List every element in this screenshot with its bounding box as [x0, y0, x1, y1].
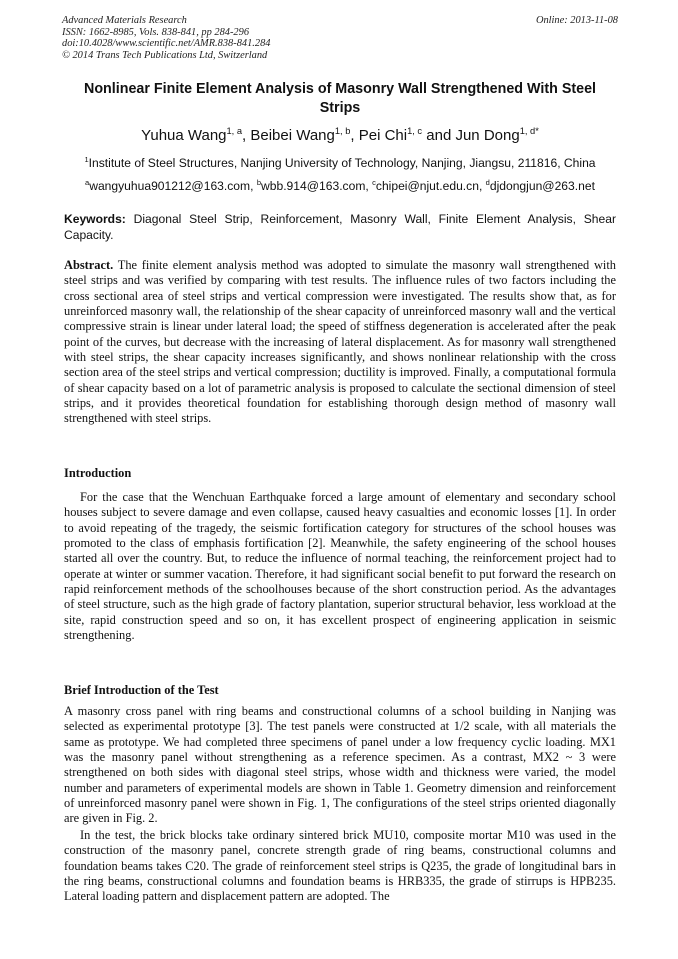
author-separator: , [350, 127, 359, 144]
affiliation-mark: 1 [84, 154, 89, 164]
author-name: Pei Chi [358, 127, 408, 144]
journal-name: Advanced Materials Research [62, 15, 187, 26]
abstract-section [64, 258, 616, 427]
paper-title: Nonlinear Finite Element Analysis of Masonry Wall Strengthened With Steel Strips [84, 81, 596, 116]
affiliation-text: Institute of Steel Structures, Nanjing University of Technology, Nanjing, Jiangsu, 211816, China [88, 156, 596, 170]
email-link[interactable]: djdongjun@263.net [489, 179, 595, 193]
email-mark: b [256, 177, 262, 187]
email-link[interactable]: wbb.914@163.com [261, 179, 366, 193]
introduction-section [64, 490, 616, 643]
keywords-section [64, 212, 616, 243]
email-mark: d [485, 177, 490, 187]
keywords-text: Diagonal Steel Strip, Reinforcement, Masonry Wall, Finite Element Analysis, Shear Capacity. [64, 212, 616, 242]
author-affil-mark: 1, d* [519, 126, 539, 136]
test-section-continued [64, 828, 616, 905]
journal-header [62, 15, 618, 61]
test-section [64, 704, 616, 827]
email-mark: a [85, 177, 90, 187]
test-heading: Brief Introduction of the Test [64, 683, 219, 697]
email-separator: , [250, 179, 257, 193]
email-list [62, 178, 618, 194]
author-affil-mark: 1, a [226, 126, 243, 136]
email-mark: c [372, 177, 376, 187]
introduction-paragraph: For the case that the Wenchuan Earthquake forced a large amount of elementary and secondary school houses subject to severe damage and even collapse, caused heavy casualties and economic losses [1]. In order to avoid repeating of the tragedy, the seismic fortification category for structures of the school houses was promoted to the class of emphasis fortification [2]. Meanwhile, the safety engineering of the school houses started all over the country. But, to reduce the influence of normal teaching, the reinforcement project had to operate at winter or summer vacation. Therefore, it had significant social benefit to put forward the research on rapid reinforcement methods of the schoolhouses because of the short construction period. As the advantages of steel structure, such as the high grade of factory plantation, superior structural behavior, less workload at the site, rapid construction speed and so on, it has excellent prospect of engineering application in seismic strengthening. [64, 490, 616, 643]
author-name: Jun Dong [455, 127, 520, 144]
test-paragraph: A masonry cross panel with ring beams and constructional columns of a school building in Nanjing was selected as experimental prototype [3]. The test panels were constructed at 1/2 scale, with all materials the same as prototype. We had completed three specimens of panel under a low frequency cyclic loading. MX1 was the masonry panel without strengthening as a reference specimen. As a contrast, MX2 ~ 3 were strengthened on both sides with diagonal steel strips, whose width and thickness were varied, the model number and parameters of experimental models are shown in Table 1. Geometry dimension and reinforcement of unreinforced masonry panel were shown in Fig. 1, The configurations of the steel strips oriented diagonally are given in Fig. 2. [64, 704, 616, 826]
copyright-line: © 2014 Trans Tech Publications Ltd, Switzerland [62, 49, 268, 61]
email-separator: , [478, 179, 486, 193]
author-name: Beibei Wang [250, 127, 335, 144]
email-link[interactable]: chipei@njut.edu.cn [375, 179, 479, 193]
online-date: Online: 2013-11-08 [535, 15, 618, 26]
author-affil-mark: 1, b [334, 126, 351, 136]
issn-line: ISSN: 1662-8985, Vols. 838-841, pp 284-296 [62, 26, 250, 38]
test-paragraph: In the test, the brick blocks take ordinary sintered brick MU10, composite mortar M10 was used in the construction of the masonry panel, concrete strength grade of ring beams, constructional columns and foundation beams takes C20. The grade of reinforcement steel strips is Q235, the grade of longitudinal bars in the ring beams, constructional columns and foundation beams is HRB335, the grade of stirrups is HPB235. Lateral loading pattern and displacement pattern are adopted. The [64, 828, 616, 904]
author-list [62, 126, 618, 146]
author-separator: , [242, 127, 251, 144]
introduction-heading: Introduction [64, 466, 132, 480]
abstract-label: Abstract. [64, 258, 114, 272]
author-affil-mark: 1, c [407, 126, 423, 136]
author-separator: and [422, 127, 456, 144]
email-link[interactable]: wangyuhua901212@163.com [89, 179, 251, 193]
email-separator: , [365, 179, 373, 193]
author-name: Yuhua Wang [141, 127, 227, 144]
abstract-text: The finite element analysis method was adopted to simulate the masonry wall strengthened with steel strips and was verified by comparing with test results. The influence rules of two factors including the cross sectional area of steel strips and vertical compression were investigated. The results show that, as for unreinforced masonry wall, the relationship of the shear capacity of unreinforced masonry wall and the vertical compressive strain is linear under lateral load; the speed of stiffness degeneration is accelerated after the peak point of the curves, but decrease with the increasing of lateral displacement. As for masonry wall strengthened with steel strips, the shear capacity increases significantly, and shows nonlinear relationship with the cross section area of the steel strips and vertical compression; ductility is improved. Finally, a computational formula of shear capacity based on a lot of parametric analysis is proposed to calculate the sectional dimension of steel strips, and it provides theoretical foundation for establishing thorough design method of masonry wall strengthened with steel strips. [64, 258, 617, 426]
affiliation [62, 155, 618, 171]
doi-line: doi:10.4028/www.scientific.net/AMR.838-841.284 [62, 38, 271, 50]
keywords-label: Keywords: [64, 212, 126, 226]
